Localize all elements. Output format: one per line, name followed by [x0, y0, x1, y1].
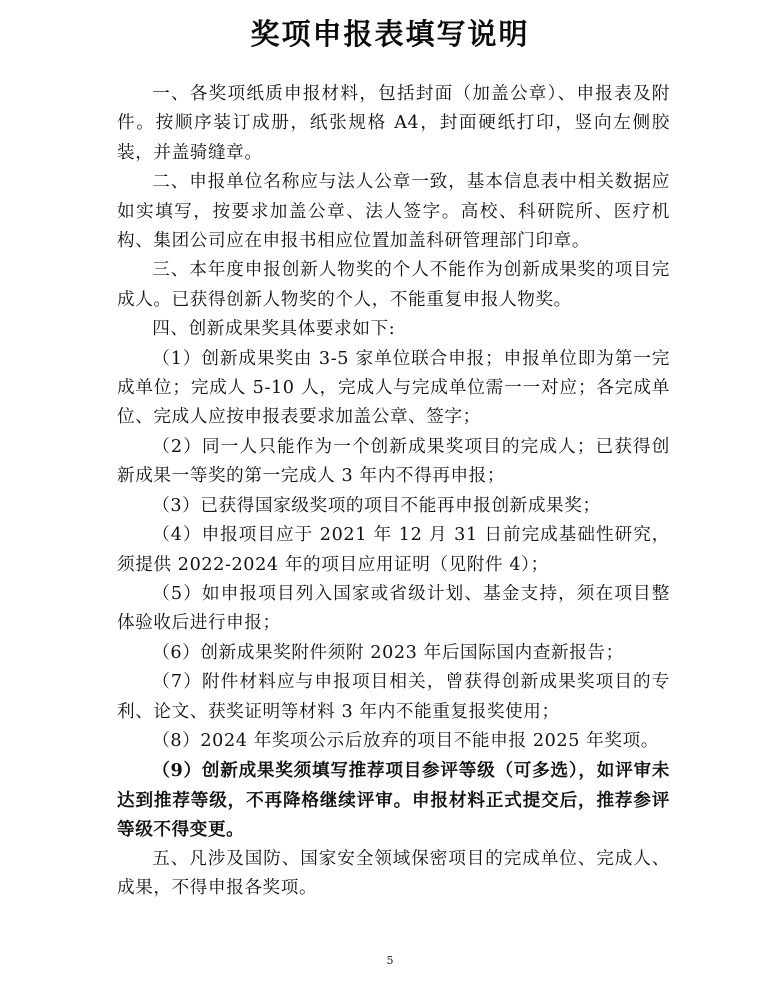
document-body: [117, 80, 670, 903]
requirement-8: （8）2024 年奖项公示后放弃的项目不能申报 2025 年奖项。: [152, 730, 659, 751]
paragraph-4-heading: 四、创新成果奖具体要求如下:: [152, 319, 396, 340]
requirement-1: （1）创新成果奖由 3-5 家单位联合申报；申报单位即为第一完成单位；完成人 5-10 人，完成人与完成单位需一一对应；各完成单位、完成人应按申报表要求加盖公章、签字；: [117, 348, 670, 428]
requirement-4: （4）申报项目应于 2021 年 12 月 31 日前完成基础性研究，须提供 2022-2024 年的项目应用证明（见附件 4）；: [117, 525, 670, 575]
requirement-6: （6）创新成果奖附件须附 2023 年后国际国内查新报告；: [152, 642, 624, 663]
page-title: 奖项申报表填写说明: [250, 17, 530, 51]
requirement-9-emphasis: （9）创新成果奖须填写推荐项目参评等级（可多选），如评审未达到推荐等级，不再降格继续评审。申报材料正式提交后，推荐参评等级不得变更。: [117, 760, 670, 841]
requirement-3: （3）已获得国家级奖项的项目不能再申报创新成果奖；: [152, 495, 601, 516]
paragraph-2: 二、申报单位名称应与法人公章一致，基本信息表中相关数据应如实填写，按要求加盖公章、法人签字。高校、科研院所、医疗机构、集团公司应在申报书相应位置加盖科研管理部门印章。: [117, 172, 670, 252]
requirement-7: （7）附件材料应与申报项目相关，曾获得创新成果奖项目的专利、论文、获奖证明等材料 3 年内不能重复报奖使用；: [117, 672, 670, 722]
page-number: 5: [386, 954, 394, 967]
paragraph-1: 一、各奖项纸质申报材料，包括封面（加盖公章）、申报表及附件。按顺序装订成册，纸张规格 A4，封面硬纸打印，竖向左侧胶装，并盖骑缝章。: [117, 84, 670, 163]
requirement-5: （5）如申报项目列入国家或省级计划、基金支持，须在项目整体验收后进行申报；: [117, 583, 670, 634]
paragraph-5: 五、凡涉及国防、国家安全领域保密项目的完成单位、完成人、成果，不得申报各奖项。: [117, 848, 670, 898]
paragraph-3: 三、本年度申报创新人物奖的个人不能作为创新成果奖的项目完成人。已获得创新人物奖的个人，不能重复申报人物奖。: [117, 260, 670, 310]
requirement-2: （2）同一人只能作为一个创新成果奖项目的完成人；已获得创新成果一等奖的第一完成人 3 年内不得再申报；: [117, 436, 670, 487]
